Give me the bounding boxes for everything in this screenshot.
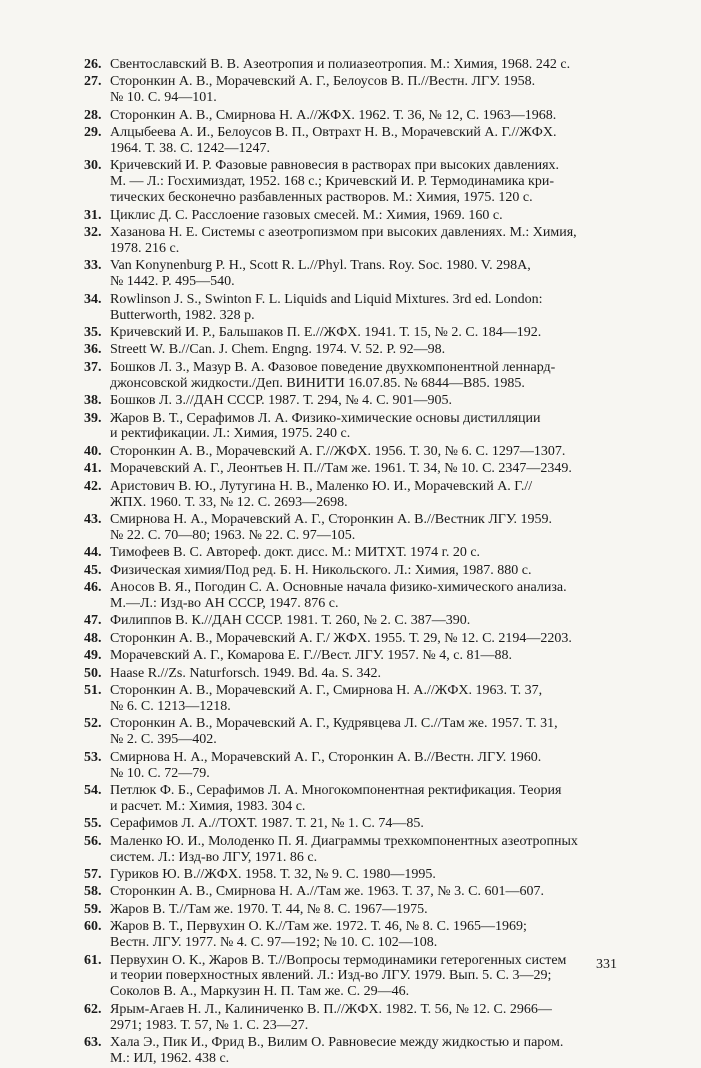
reference-text xyxy=(110,884,629,900)
reference-line: Морачевский А. Г., Леонтьев Н. П.//Там же. 1961. Т. 34, № 10. С. 2347—2349. xyxy=(110,461,572,477)
reference-line: Филиппов В. К.//ДАН СССР. 1981. Т. 260, № 2. С. 387—390. xyxy=(110,613,471,629)
reference-entry xyxy=(84,563,629,579)
reference-entry xyxy=(84,613,629,629)
reference-text xyxy=(110,225,629,257)
reference-text xyxy=(110,57,629,73)
reference-line: 1964. Т. 38. С. 1242—1247. xyxy=(110,141,270,157)
reference-number: 60. xyxy=(84,919,102,935)
reference-text xyxy=(110,613,629,629)
reference-line: М.: ИЛ, 1962. 438 с. xyxy=(110,1050,230,1066)
reference-number: 47. xyxy=(84,613,102,629)
reference-text xyxy=(110,258,629,290)
reference-entry xyxy=(84,125,629,157)
reference-text xyxy=(110,902,629,918)
reference-line: Streett W. B.//Can. J. Chem. Engng. 1974. V. 52. P. 92—98. xyxy=(110,342,446,358)
reference-line: Жаров В. Т., Серафимов Л. А. Физико-химические основы дистилляции xyxy=(110,410,541,426)
reference-line: Haase R.//Zs. Naturforsch. 1949. Bd. 4a. S. 342. xyxy=(110,665,382,681)
reference-line: М. — Л.: Госхимиздат, 1952. 168 с.; Кричевский И. Р. Термодинамика кри- xyxy=(110,174,555,190)
reference-line: Вестн. ЛГУ. 1977. № 4. С. 97—192; № 10. С. 102—108. xyxy=(110,935,438,951)
reference-number: 57. xyxy=(84,867,102,882)
reference-number: 58. xyxy=(84,884,102,900)
reference-number: 39. xyxy=(84,410,102,426)
reference-text xyxy=(110,292,629,324)
reference-entry xyxy=(84,158,629,206)
reference-number: 59. xyxy=(84,901,102,917)
reference-text xyxy=(110,325,629,341)
reference-line: Жаров В. Т., Первухин О. К.//Там же. 1972. Т. 46, № 8. С. 1965—1969; xyxy=(110,919,527,935)
reference-line: Кричевский И. Р. Фазовые равновесия в растворах при высоких давлениях. xyxy=(110,158,560,174)
reference-text xyxy=(110,834,629,866)
reference-number: 43. xyxy=(84,511,102,527)
reference-text xyxy=(110,479,629,511)
reference-entry xyxy=(84,953,629,1001)
reference-number: 50. xyxy=(84,665,102,681)
reference-line: Хазанова Н. Е. Системы с азеотропизмом при высоких давлениях. М.: Химия, xyxy=(110,225,577,241)
reference-entry xyxy=(84,208,629,224)
reference-number: 29. xyxy=(84,125,102,141)
reference-number: 34. xyxy=(84,291,102,307)
page-number: 331 xyxy=(596,957,617,972)
reference-entry xyxy=(84,902,629,918)
reference-line: Маленко Ю. И., Молоденко П. Я. Диаграммы трехкомпонентных азеотропных xyxy=(110,833,578,849)
reference-line: Тимофеев В. С. Автореф. докт. дисс. М.: МИТХТ. 1974 г. 20 с. xyxy=(110,545,481,561)
reference-line: Циклис Д. С. Расслоение газовых смесей. М.: Химия, 1969. 160 с. xyxy=(110,207,503,223)
reference-line: Морачевский А. Г., Комарова Е. Г.//Вест. ЛГУ. 1957. № 4, с. 81—88. xyxy=(110,648,512,664)
reference-line: Кричевский И. Р., Бальшаков П. Е.//ЖФХ. 1941. Т. 15, № 2. С. 184—192. xyxy=(110,325,542,340)
reference-line: Сторонкин А. В., Смирнова Н. А.//ЖФХ. 1962. Т. 36, № 12, С. 1963—1968. xyxy=(110,107,557,123)
reference-line: Ярым-Агаев Н. Л., Калиниченко В. П.//ЖФХ. 1982. Т. 56, № 12. С. 2966— xyxy=(110,1001,552,1017)
reference-entry xyxy=(84,666,629,682)
reference-number: 30. xyxy=(84,158,102,174)
reference-number: 51. xyxy=(84,683,102,699)
reference-line: Van Konynenburg P. H., Scott R. L.//Phyl. Trans. Roy. Soc. 1980. V. 298A, xyxy=(110,258,531,274)
reference-number: 62. xyxy=(84,1001,102,1017)
reference-entry xyxy=(84,716,629,748)
reference-entry xyxy=(84,393,629,409)
reference-entry xyxy=(84,919,629,951)
reference-text xyxy=(110,393,629,409)
reference-text xyxy=(110,631,629,647)
reference-number: 49. xyxy=(84,648,102,664)
reference-line: № 6. С. 1213—1218. xyxy=(110,698,231,714)
reference-line: джонсовской жидкости./Деп. ВИНИТИ 16.07.85. № 6844—В85. 1985. xyxy=(110,375,525,391)
reference-line: и расчет. М.: Химия, 1983. 304 с. xyxy=(110,798,306,814)
reference-entry xyxy=(84,683,629,715)
reference-line: Аносов В. Я., Погодин С. А. Основные начала физико-химического анализа. xyxy=(110,580,567,596)
reference-number: 55. xyxy=(84,816,102,832)
reference-number: 27. xyxy=(84,74,102,90)
reference-line: № 10. С. 72—79. xyxy=(110,765,210,781)
reference-text xyxy=(110,580,629,612)
reference-entry xyxy=(84,342,629,358)
reference-text xyxy=(110,125,629,157)
reference-line: Сторонкин А. В., Морачевский А. Г.//ЖФХ. 1956. Т. 30, № 6. С. 1297—1307. xyxy=(110,443,566,459)
reference-entry xyxy=(84,74,629,106)
reference-entry xyxy=(84,512,629,544)
reference-line: № 2. С. 395—402. xyxy=(110,732,217,748)
reference-number: 63. xyxy=(84,1035,102,1051)
reference-number: 52. xyxy=(84,716,102,732)
reference-entry xyxy=(84,816,629,832)
reference-entry xyxy=(84,545,629,561)
reference-entry xyxy=(84,411,629,443)
reference-line: Соколов В. А., Маркузин Н. П. Там же. С. 29—46. xyxy=(110,984,410,1000)
reference-number: 37. xyxy=(84,359,102,375)
reference-entry xyxy=(84,479,629,511)
reference-number: 38. xyxy=(84,393,102,409)
reference-entry xyxy=(84,648,629,664)
reference-text xyxy=(110,953,629,1001)
reference-line: Первухин О. К., Жаров В. Т.//Вопросы термодинамики гетерогенных систем xyxy=(110,952,567,968)
reference-line: Rowlinson J. S., Swinton F. L. Liquids and Liquid Mixtures. 3rd ed. London: xyxy=(110,291,543,307)
reference-number: 42. xyxy=(84,478,102,494)
reference-entry xyxy=(84,580,629,612)
reference-line: Сторонкин А. В., Морачевский А. Г./ ЖФХ. 1955. Т. 29, № 12. С. 2194—2203. xyxy=(110,630,572,646)
reference-line: Сторонкин А. В., Морачевский А. Г., Кудрявцева Л. С.//Там же. 1957. Т. 31, xyxy=(110,716,558,732)
reference-line: Алцыбеева А. И., Белоусов В. П., Овтрахт Н. В., Морачевский А. Г.//ЖФХ. xyxy=(110,125,557,141)
reference-entry xyxy=(84,884,629,900)
reference-line: М.—Л.: Изд-во АН СССР, 1947. 876 с. xyxy=(110,596,339,611)
reference-line: 1978. 216 с. xyxy=(110,240,180,256)
reference-line: Жаров В. Т.//Там же. 1970. Т. 44, № 8. С. 1967—1975. xyxy=(110,901,428,917)
reference-text xyxy=(110,444,629,460)
reference-line: Гуриков Ю. В.//ЖФХ. 1958. Т. 32, № 9. С. 1980—1995. xyxy=(110,867,436,882)
reference-line: № 10. С. 94—101. xyxy=(110,90,217,106)
reference-text xyxy=(110,816,629,832)
reference-text xyxy=(110,563,629,579)
reference-entry xyxy=(84,461,629,477)
reference-line: Бошков Л. З., Мазур В. А. Фазовое поведение двухкомпонентной леннард- xyxy=(110,359,556,375)
reference-number: 56. xyxy=(84,833,102,849)
reference-line: Butterworth, 1982. 328 p. xyxy=(110,307,255,323)
reference-text xyxy=(110,683,629,715)
reference-text xyxy=(110,461,629,477)
reference-line: и ректификации. Л.: Химия, 1975. 240 с. xyxy=(110,426,351,442)
reference-number: 48. xyxy=(84,630,102,646)
reference-number: 31. xyxy=(84,207,102,223)
reference-text xyxy=(110,648,629,664)
reference-line: Сторонкин А. В., Морачевский А. Г., Смирнова Н. А.//ЖФХ. 1963. Т. 37, xyxy=(110,683,543,699)
reference-text xyxy=(110,74,629,106)
reference-number: 32. xyxy=(84,225,102,241)
reference-number: 44. xyxy=(84,545,102,561)
reference-number: 46. xyxy=(84,580,102,596)
reference-line: Бошков Л. З.//ДАН СССР. 1987. Т. 294, № 4. С. 901—905. xyxy=(110,393,452,409)
reference-entry xyxy=(84,783,629,815)
reference-number: 28. xyxy=(84,107,102,123)
reference-text xyxy=(110,158,629,206)
reference-text xyxy=(110,1002,629,1034)
reference-line: Петлюк Ф. Б., Серафимов Л. А. Многокомпонентная ректификация. Теория xyxy=(110,782,562,798)
reference-text xyxy=(110,360,629,392)
reference-number: 41. xyxy=(84,461,102,477)
reference-number: 35. xyxy=(84,325,102,340)
reference-entry xyxy=(84,750,629,782)
reference-text xyxy=(110,342,629,358)
reference-number: 54. xyxy=(84,782,102,798)
reference-text xyxy=(110,750,629,782)
reference-entry xyxy=(84,292,629,324)
reference-text xyxy=(110,919,629,951)
reference-line: Смирнова Н. А., Морачевский А. Г., Сторонкин А. В.//Вестн. ЛГУ. 1960. xyxy=(110,749,542,765)
reference-line: 2971; 1983. Т. 57, № 1. С. 23—27. xyxy=(110,1017,309,1033)
reference-text xyxy=(110,666,629,682)
reference-line: № 1442. P. 495—540. xyxy=(110,274,235,290)
reference-entry xyxy=(84,258,629,290)
reference-number: 40. xyxy=(84,443,102,459)
reference-entry xyxy=(84,834,629,866)
reference-line: Смирнова Н. А., Морачевский А. Г., Сторонкин А. В.//Вестник ЛГУ. 1959. xyxy=(110,511,553,527)
reference-text xyxy=(110,783,629,815)
reference-text xyxy=(110,545,629,561)
reference-line: Физическая химия/Под ред. Б. Н. Никольского. Л.: Химия, 1987. 880 с. xyxy=(110,562,532,578)
reference-number: 53. xyxy=(84,749,102,765)
reference-text xyxy=(110,108,629,124)
reference-entry xyxy=(84,325,629,341)
reference-entry xyxy=(84,1035,629,1067)
reference-entry xyxy=(84,1002,629,1034)
reference-entry xyxy=(84,225,629,257)
reference-number: 36. xyxy=(84,342,102,358)
reference-number: 61. xyxy=(84,952,102,968)
reference-entry xyxy=(84,108,629,124)
reference-line: Свентославский В. В. Азеотропия и полиазеотропия. М.: Химия, 1968. 242 с. xyxy=(110,57,571,72)
reference-number: 45. xyxy=(84,562,102,578)
reference-entry xyxy=(84,867,629,883)
reference-line: Сторонкин А. В., Смирнова Н. А.//Там же. 1963. Т. 37, № 3. С. 601—607. xyxy=(110,884,544,900)
reference-entry xyxy=(84,444,629,460)
reference-number: 33. xyxy=(84,258,102,274)
reference-text xyxy=(110,1035,629,1067)
reference-line: Аристович В. Ю., Лутугина Н. В., Маленко Ю. И., Морачевский А. Г.// xyxy=(110,478,533,494)
reference-line: № 22. С. 70—80; 1963. № 22. С. 97—105. xyxy=(110,527,356,543)
reference-line: Хала Э., Пик И., Фрид В., Вилим О. Равновесие между жидкостью и паром. xyxy=(110,1035,564,1051)
reference-line: Сторонкин А. В., Морачевский А. Г., Белоусов В. П.//Вестн. ЛГУ. 1958. xyxy=(110,74,536,90)
reference-line: ЖПХ. 1960. Т. 33, № 12. С. 2693—2698. xyxy=(110,494,348,510)
reference-text xyxy=(110,208,629,224)
reference-text xyxy=(110,867,629,883)
reference-number: 26. xyxy=(84,57,102,72)
reference-text xyxy=(110,716,629,748)
reference-line: Серафимов Л. А.//ТОХТ. 1987. Т. 21, № 1. С. 74—85. xyxy=(110,816,424,832)
reference-entry xyxy=(84,631,629,647)
reference-text xyxy=(110,411,629,443)
reference-line: систем. Л.: Изд-во ЛГУ, 1971. 86 с. xyxy=(110,849,318,865)
reference-entry xyxy=(84,360,629,392)
reference-text xyxy=(110,512,629,544)
reference-list xyxy=(84,57,629,1068)
reference-line: тических бесконечно разбавленных растворов. М.: Химия, 1975. 120 с. xyxy=(110,190,533,206)
reference-entry xyxy=(84,57,629,73)
reference-line: и теории поверхностных явлений. Л.: Изд-во ЛГУ. 1979. Вып. 5. С. 3—29; xyxy=(110,968,552,984)
